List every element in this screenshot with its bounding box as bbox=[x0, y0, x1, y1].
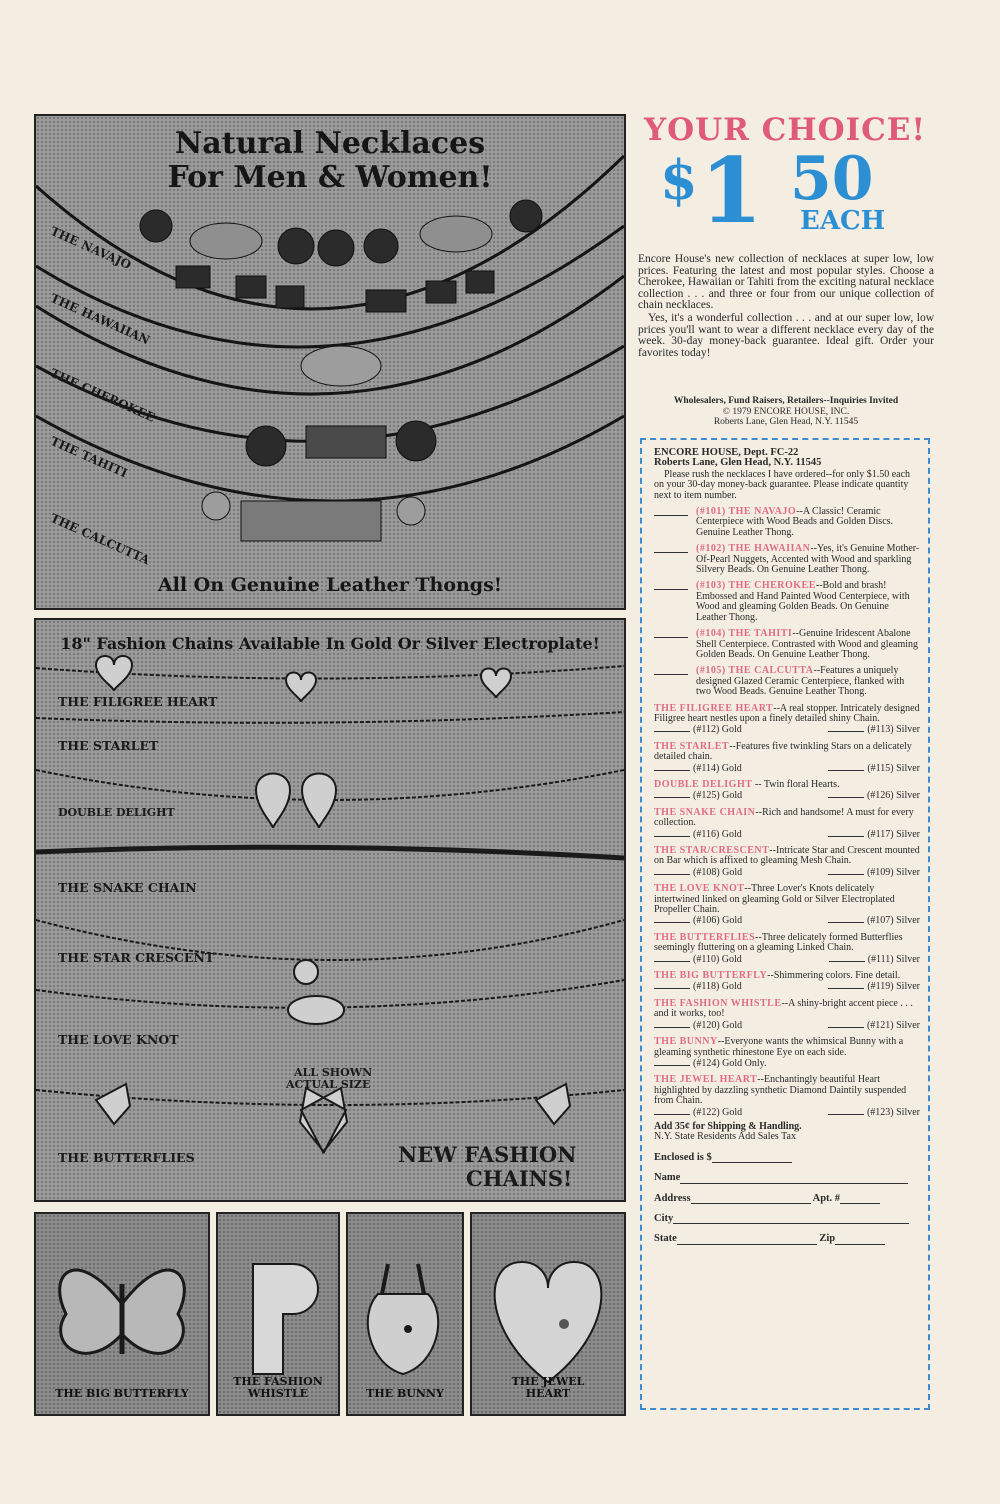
chain-item-name: DOUBLE DELIGHT bbox=[654, 778, 753, 790]
chain-item-name: THE BIG BUTTERFLY bbox=[654, 970, 768, 982]
necklaces-footer: All On Genuine Leather Thongs! bbox=[157, 574, 503, 596]
photo-caption-jewel-heart: THE JEWEL HEART bbox=[511, 1375, 585, 1400]
copyright-line: © 1979 ENCORE HOUSE, INC. bbox=[722, 406, 850, 417]
city-blank[interactable] bbox=[673, 1223, 909, 1224]
silver-option[interactable]: (#119) Silver bbox=[828, 982, 920, 992]
chain-label-filigree-heart: THE FILIGREE HEART bbox=[58, 694, 218, 709]
gold-option[interactable]: (#124) Gold Only. bbox=[654, 1059, 767, 1069]
state-field[interactable] bbox=[654, 1234, 920, 1244]
price-dollar: $ bbox=[660, 148, 698, 212]
chain-order-item bbox=[654, 808, 920, 840]
chain-item-name: THE STAR/CRESCENT bbox=[654, 845, 770, 856]
chain-item-desc: --Shimmering colors. Fine detail. bbox=[767, 970, 901, 982]
chain-order-item bbox=[654, 742, 920, 774]
offer-intro-p2: Yes, it's a wonderful collection . . . and at our super low, low prices you'll want to wear a different necklace every day of the week. 30-day money-back guarantee. Ideal gift. Order your favorites today! bbox=[638, 311, 934, 359]
leather-item-name: (#102) THE HAWAIIAN bbox=[696, 543, 811, 555]
gold-silver-options bbox=[654, 955, 920, 965]
chain-label-double-delight: DOUBLE DELIGHT bbox=[58, 806, 175, 819]
leather-item-desc: --Yes, it's Genuine Mother-Of-Pearl Nuggets, Accented with Wood and sparkling Silvery Beads. On Genuine Leather Thong. bbox=[696, 543, 920, 576]
gold-silver-options bbox=[654, 982, 920, 992]
silver-option[interactable]: (#113) Silver bbox=[828, 725, 920, 735]
chain-order-item bbox=[654, 1075, 920, 1118]
offer-intro bbox=[638, 254, 934, 360]
enclosed-field[interactable] bbox=[654, 1153, 920, 1163]
leather-order-item[interactable] bbox=[654, 507, 920, 538]
form-company: ENCORE HOUSE, Dept. FC-22 bbox=[654, 447, 799, 458]
gold-silver-options bbox=[654, 1021, 920, 1031]
order-form bbox=[640, 438, 930, 1410]
your-choice-headline: YOUR CHOICE! bbox=[643, 112, 927, 148]
chain-item-desc: --A real stopper. Intricately designed Filigree heart nestles upon a finely detailed shiny Chain. bbox=[654, 702, 920, 724]
leather-item-name: (#103) THE CHEROKEE bbox=[696, 580, 816, 592]
shipping-note: Add 35¢ for Shipping & Handling. bbox=[654, 1120, 802, 1132]
new-chains-badge-2: CHAINS! bbox=[466, 1166, 573, 1191]
gold-option[interactable]: (#114) Gold bbox=[654, 764, 742, 774]
gold-option[interactable]: (#112) Gold bbox=[654, 725, 742, 735]
chain-label-butterflies: THE BUTTERFLIES bbox=[58, 1150, 195, 1165]
gold-option[interactable]: (#106) Gold bbox=[654, 916, 742, 926]
zip-blank[interactable] bbox=[835, 1244, 885, 1245]
chain-label-starlet: THE STARLET bbox=[58, 738, 159, 753]
chain-order-item bbox=[654, 971, 920, 993]
chain-item-name: THE BUNNY bbox=[654, 1036, 718, 1048]
gold-silver-options bbox=[654, 916, 920, 926]
chain-order-item bbox=[654, 884, 920, 927]
photo-caption-big-butterfly: THE BIG BUTTERFLY bbox=[55, 1387, 189, 1400]
silver-option[interactable]: (#109) Silver bbox=[828, 868, 920, 878]
leather-item-desc: --A Classic! Ceramic Centerpiece with Wood Beads and Golden Discs. Genuine Leather Thong. bbox=[696, 506, 894, 538]
chain-item-name: THE JEWEL HEART bbox=[654, 1074, 758, 1086]
necklaces-headline-2: For Men & Women! bbox=[167, 160, 493, 195]
necklace-label-tahiti: THE TAHITI bbox=[48, 434, 130, 481]
chains-panel bbox=[34, 618, 626, 1202]
offer-wholesale bbox=[638, 396, 934, 428]
whistle-icon bbox=[218, 1234, 338, 1394]
silver-option[interactable]: (#107) Silver bbox=[828, 916, 920, 926]
necklaces-headline-1: Natural Necklaces bbox=[174, 126, 486, 161]
chain-item-name: THE STARLET bbox=[654, 740, 730, 752]
leather-item-name: (#105) THE CALCUTTA bbox=[696, 665, 814, 677]
necklace-label-navajo: THE NAVAJO bbox=[48, 224, 134, 273]
gold-option[interactable]: (#125) Gold bbox=[654, 791, 742, 801]
form-instructions: Please rush the necklaces I have ordered--for only $1.50 each on your 30-day money-back guarantee. Please indicate quantity next to item number. bbox=[654, 468, 911, 501]
necklace-illustrations bbox=[36, 116, 624, 608]
silver-option[interactable]: (#121) Silver bbox=[828, 1021, 920, 1031]
tax-note: N.Y. State Residents Add Sales Tax bbox=[654, 1131, 796, 1143]
chain-order-item bbox=[654, 1037, 920, 1069]
chain-item-name: THE FASHION WHISTLE bbox=[654, 997, 782, 1009]
leather-item-desc: --Bold and brash! Embossed and Hand Painted Wood Centerpiece, with Wood and gleaming Golden Beads. On Genuine Leather Thong. bbox=[696, 580, 910, 623]
address-blank[interactable] bbox=[691, 1203, 811, 1204]
form-company-address: Roberts Lane, Glen Head, N.Y. 11545 bbox=[654, 457, 822, 469]
gold-silver-options bbox=[654, 791, 920, 801]
gold-option[interactable]: (#108) Gold bbox=[654, 868, 742, 878]
new-chains-badge-1: NEW FASHION bbox=[398, 1142, 577, 1167]
photo-bunny bbox=[346, 1212, 464, 1416]
chain-item-list bbox=[654, 704, 920, 1118]
chains-headline: 18" Fashion Chains Available In Gold Or Silver Electroplate! bbox=[60, 634, 600, 653]
leather-item-name: (#104) THE TAHITI bbox=[696, 628, 793, 640]
address-field[interactable] bbox=[654, 1194, 920, 1204]
photo-jewel-heart bbox=[470, 1212, 626, 1416]
leather-order-item[interactable] bbox=[654, 666, 920, 697]
chain-item-desc: --Rich and handsome! A must for every collection. bbox=[654, 806, 914, 829]
apt-blank[interactable] bbox=[840, 1203, 880, 1204]
state-blank[interactable] bbox=[677, 1244, 817, 1245]
chain-item-desc: --Everyone wants the whimsical Bunny with a gleaming synthetic rhinestone Eye on each side. bbox=[654, 1036, 904, 1058]
chain-label-star-crescent: THE STAR CRESCENT bbox=[58, 950, 215, 965]
photo-caption-fashion-whistle: THE FASHION WHISTLE bbox=[233, 1375, 323, 1400]
name-label: Name bbox=[654, 1172, 681, 1184]
offer-intro-p1: Encore House's new collection of necklaces at super low, low prices. Featuring the latest and most popular styles. Choose a Cherokee, Hawaiian or Tahiti from the exciting natural necklace collection . . . and three or four from our unique collection of chain necklaces. bbox=[638, 253, 934, 312]
state-label: State bbox=[654, 1233, 677, 1245]
city-field[interactable] bbox=[654, 1214, 920, 1224]
silver-option[interactable]: (#123) Silver bbox=[828, 1108, 920, 1118]
leather-order-item[interactable] bbox=[654, 544, 920, 575]
gold-silver-options bbox=[654, 725, 920, 735]
chain-order-item bbox=[654, 933, 920, 965]
chain-order-item bbox=[654, 780, 920, 802]
gold-option[interactable]: (#118) Gold bbox=[654, 982, 742, 992]
leather-item-desc: --Genuine Iridescent Abalone Shell Centerpiece. Contrasted with Wood and gleaming Golden Beads. On Genuine Leather Thong. bbox=[696, 628, 919, 660]
chain-order-item bbox=[654, 704, 920, 736]
chain-label-love-knot: THE LOVE KNOT bbox=[58, 1032, 179, 1047]
chain-order-item bbox=[654, 999, 920, 1031]
chain-item-desc: --Intricate Star and Crescent mounted on Bar which is affixed to gleaming Mesh Chain. bbox=[654, 845, 920, 867]
price-cents: 50 bbox=[790, 144, 874, 214]
silver-option[interactable]: (#111) Silver bbox=[829, 955, 920, 965]
chain-label-snake-chain: THE SNAKE CHAIN bbox=[58, 880, 197, 895]
necklace-label-cherokee: THE CHEROKEE bbox=[48, 366, 158, 425]
bunny-icon bbox=[348, 1224, 462, 1384]
price-one: 1 bbox=[700, 138, 763, 244]
leather-item-list bbox=[654, 507, 920, 698]
chain-item-name: THE LOVE KNOT bbox=[654, 883, 745, 895]
name-blank[interactable] bbox=[680, 1183, 908, 1184]
gold-option[interactable]: (#122) Gold bbox=[654, 1108, 742, 1118]
price-each: EACH bbox=[800, 206, 886, 236]
enclosed-label: Enclosed is $ bbox=[654, 1151, 712, 1163]
gold-silver-options bbox=[654, 830, 920, 840]
enclosed-blank[interactable] bbox=[712, 1162, 792, 1163]
apt-label: Apt. # bbox=[812, 1192, 841, 1204]
chain-item-desc: --A shiny-bright accent piece . . . and it works, too! bbox=[654, 997, 913, 1020]
gold-option[interactable]: (#116) Gold bbox=[654, 830, 742, 840]
gold-option[interactable]: (#120) Gold bbox=[654, 1021, 742, 1031]
silver-option[interactable]: (#117) Silver bbox=[828, 830, 920, 840]
chain-item-name: THE FILIGREE HEART bbox=[654, 702, 774, 714]
leather-order-item[interactable] bbox=[654, 629, 920, 660]
necklace-label-hawaiian: THE HAWAIIAN bbox=[48, 291, 152, 348]
necklaces-panel bbox=[34, 114, 626, 610]
photo-big-butterfly bbox=[34, 1212, 210, 1416]
gold-option[interactable]: (#110) Gold bbox=[654, 955, 742, 965]
leather-item-name: (#101) THE NAVAJO bbox=[696, 506, 797, 518]
gold-silver-options bbox=[654, 1059, 920, 1069]
gold-silver-options bbox=[654, 764, 920, 774]
actual-size-note-1: ALL SHOWN bbox=[294, 1066, 373, 1079]
address-label: Address bbox=[654, 1192, 691, 1204]
chain-order-item bbox=[654, 846, 920, 878]
actual-size-note-2: ACTUAL SIZE bbox=[286, 1078, 371, 1091]
leather-order-item[interactable] bbox=[654, 581, 920, 623]
butterfly-icon bbox=[36, 1234, 208, 1394]
chain-item-desc: -- Twin floral Hearts. bbox=[752, 778, 840, 790]
city-label: City bbox=[654, 1212, 674, 1224]
photo-caption-bunny: THE BUNNY bbox=[366, 1387, 444, 1400]
silver-option[interactable]: (#115) Silver bbox=[828, 764, 920, 774]
chain-item-name: THE BUTTERFLIES bbox=[654, 931, 756, 943]
necklace-label-calcutta: THE CALCUTTA bbox=[48, 511, 152, 568]
gold-silver-options bbox=[654, 1108, 920, 1118]
leather-item-desc: --Features a uniquely designed Glazed Ceramic Centerpiece, flanked with two Wood Beads. Genuine Leather Thong. bbox=[696, 665, 905, 698]
wholesale-line: Wholesalers, Fund Raisers, Retailers--Inquiries Invited bbox=[673, 396, 899, 406]
chain-item-desc: --Features five twinkling Stars on a delicately detailed chain. bbox=[654, 740, 912, 763]
silver-option[interactable]: (#126) Silver bbox=[828, 791, 920, 801]
chain-item-desc: --Three delicately formed Butterflies seemingly fluttering on a gleaming Linked Chain. bbox=[654, 931, 903, 954]
name-field[interactable] bbox=[654, 1173, 920, 1183]
company-address-line: Roberts Lane, Glen Head, N.Y. 11545 bbox=[713, 417, 859, 427]
gold-silver-options bbox=[654, 868, 920, 878]
chain-item-name: THE SNAKE CHAIN bbox=[654, 806, 756, 818]
zip-label: Zip bbox=[819, 1233, 836, 1245]
photo-fashion-whistle bbox=[216, 1212, 340, 1416]
chain-item-desc: --Enchantingly beautiful Heart highlighted by dazzling synthetic Diamond Daintily suspended from Chain. bbox=[654, 1074, 907, 1107]
chain-item-desc: --Three Lover's Knots delicately intertwined linked on gleaming Gold or Silver Electroplated Propeller Chain. bbox=[654, 883, 895, 916]
